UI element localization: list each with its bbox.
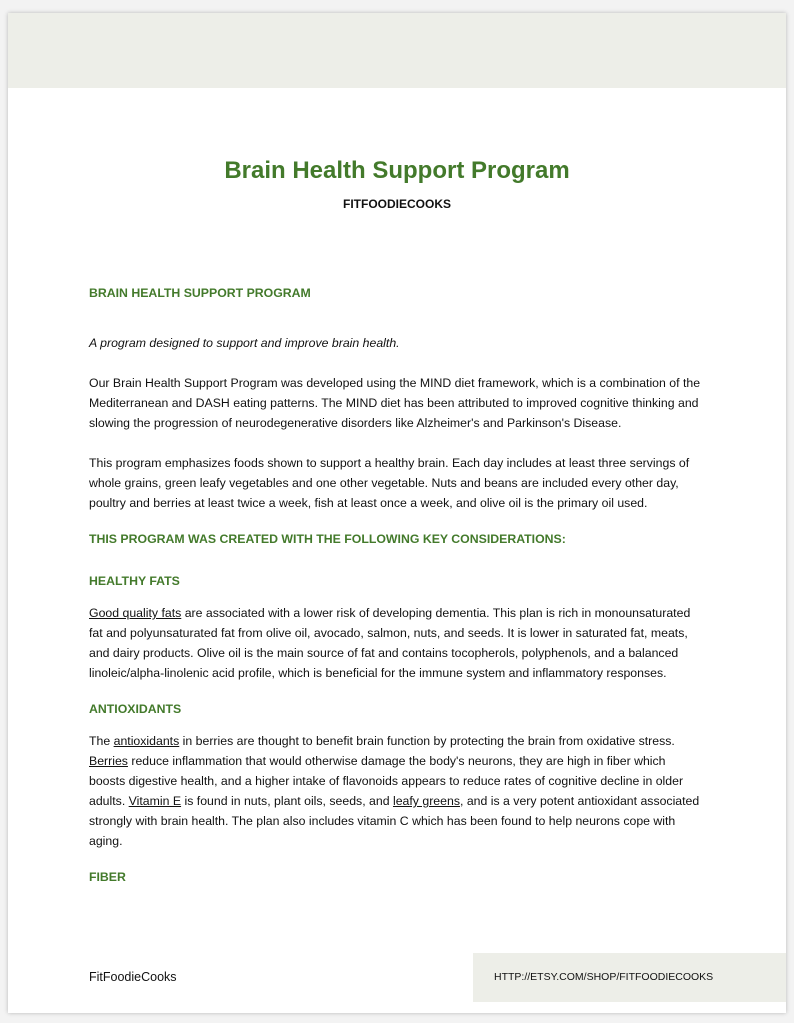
header-band (8, 13, 786, 88)
section-heading: BRAIN HEALTH SUPPORT PROGRAM (89, 286, 311, 300)
fiber-heading: FIBER (89, 870, 126, 884)
text: The (89, 734, 114, 748)
healthy-fats-paragraph (89, 603, 701, 683)
antioxidants-link[interactable]: antioxidants (113, 734, 180, 748)
berries-link[interactable]: Berries (89, 754, 128, 768)
antioxidants-paragraph (89, 731, 701, 851)
text: is found in nuts, plant oils, seeds, and (181, 794, 393, 808)
good-quality-fats-link[interactable]: Good quality fats (89, 606, 182, 620)
document-page (8, 13, 786, 1013)
healthy-fats-heading: HEALTHY FATS (89, 574, 180, 588)
intro-text: A program designed to support and improve brain health. (89, 336, 400, 350)
healthy-fats-text: are associated with a lower risk of developing dementia. This plan is rich in monounsaturated fat and polyunsaturated fat from olive oil, avocado, salmon, nuts, and seeds. It is lower in saturated fat, meats, and dairy products. Olive oil is the main source of fat and contains tocopherols, polyphenols, and a balanced linoleic/alpha-linolenic acid profile, which is beneficial for the immune system and inflammatory responses. (89, 606, 691, 680)
document-body (89, 283, 701, 887)
text: reduce inflammation that would otherwise damage the body's neurons, they are high in fiber which boosts digestive health, and a higher intake of flavonoids appears to reduce rates of cognitive decline in older adults. (89, 754, 684, 808)
page-subtitle: FITFOODIECOOKS (343, 197, 451, 211)
key-considerations-heading: THIS PROGRAM WAS CREATED WITH THE FOLLOWING KEY CONSIDERATIONS: (89, 532, 566, 546)
footer-url-box (473, 953, 786, 1002)
paragraph-mind-diet: Our Brain Health Support Program was developed using the MIND diet framework, which is a combination of the Mediterranean and DASH eating patterns. The MIND diet has been attributed to improved cognitive thinking and slowing the progression of neurodegenerative disorders like Alzheimer's and Parkinson's Disease. (89, 376, 701, 430)
text: in berries are thought to benefit brain function by protecting the brain from oxidative stress. (179, 734, 675, 748)
page-title: Brain Health Support Program (224, 157, 570, 184)
antioxidants-heading: ANTIOXIDANTS (89, 702, 182, 716)
footer-url-link[interactable]: HTTP://ETSY.COM/SHOP/FITFOODIECOOKS (494, 971, 714, 983)
text: , and is a very potent antioxidant associated strongly with brain health. The plan also includes vitamin C which has been found to help neurons cope with aging. (89, 794, 700, 848)
vitamin-e-link[interactable]: Vitamin E (128, 794, 182, 808)
leafy-greens-link[interactable]: leafy greens (392, 794, 460, 808)
footer-brand: FitFoodieCooks (89, 970, 177, 984)
paragraph-program-foods: This program emphasizes foods shown to support a healthy brain. Each day includes at least three servings of whole grains, green leafy vegetables and one other vegetable. Nuts and beans are included every other day, poultry and berries at least twice a week, fish at least once a week, and olive oil is the primary oil used. (89, 456, 690, 510)
